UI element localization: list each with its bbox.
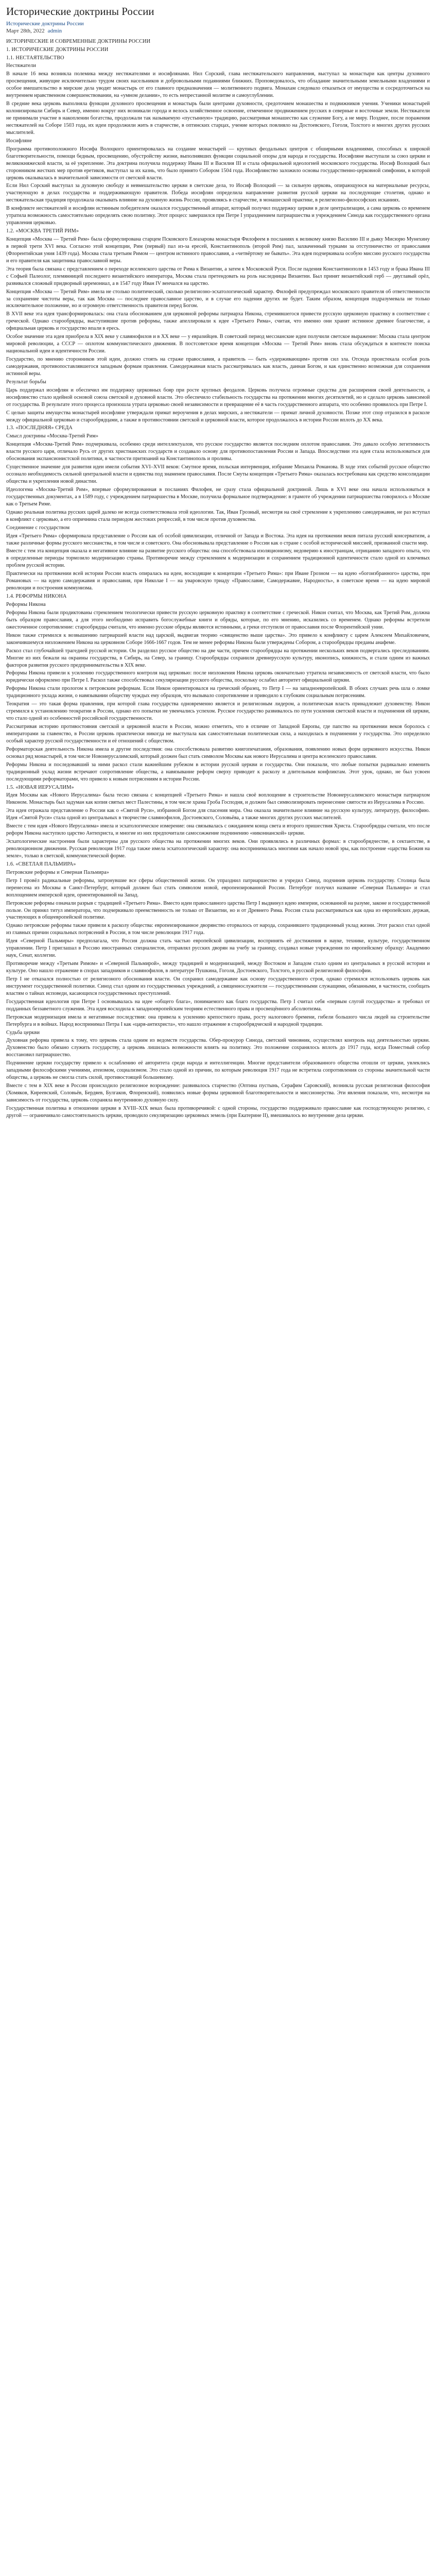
paragraph: Если Нил Сорский выступал за духовную свободу и невмешательство церкви в светские дела, то Иосиф Волоцкий — за сильную церковь, опирающуюся на материальные ресурсы, участвующую в делах государства и поддерживающую правителя. Победа иосифлян определила направление развития русской церкви на последующие столетия, однако и нестяжательская традиция продолжала оказывать влияние на духовную жизнь России, проявляясь в старчестве, в монашеской практике, в религиозно-философских исканиях. (6, 183, 430, 204)
post-category-line (6, 21, 430, 28)
paragraph: Противоречие между «Третьим Римом» и «Северной Пальмирой», между традицией и модернизацией, между Востоком и Западом стало одним из центральных в русской истории и культуре. Оно нашло отражение в спорах западников и славянофилов, в литературе Пушкина, Гоголя, Достоевского, Толстого, в русской религиозной философии. (6, 961, 430, 974)
paragraph: Вместе с тем эта концепция оказала и негативное влияние на развитие русского общества: она способствовала изоляционизму, недоверию к иностранцам, отрицанию западного опыта, что в определенные периоды тормозило модернизацию страны. Противоречие между стремлением к модернизации и сохранением традиционной идентичности стало одной из ключевых проблем русской истории. (6, 548, 430, 569)
paragraph: Реформаторская деятельность Никона имела и другие последствия: она способствовала развитию книгопечатания, образования, появлению новых форм церковного искусства. Никон основал ряд монастырей, в том числе Новоиерусалимский, который должен был стать символом Москвы как нового Иерусалима и центра вселенского православия. (6, 746, 430, 759)
paragraph: Государство, по мнению сторонников этой идеи, должно стоять на страже православия, а правитель — быть «удерживающим» против сил зла. Отсюда проистекала особая роль самодержавия, противопоставлявшегося западным формам правления. Самодержавная власть рассматривалась как власть, данная Богом, и как единственно возможная для сохранения истинной веры. (6, 357, 430, 377)
paragraph: Петр I провёл радикальные реформы, затронувшие все сферы общественной жизни. Он упразднил патриаршество и учредил Синод, подчинив церковь государству. Столица была перенесена из Москвы в Санкт-Петербург, который должен был стать символом новой, европеизированной России. Петербург получил название «Северная Пальмира» и стал воплощением имперской идеи, ориентированной на Запад. (6, 877, 430, 898)
paragraph: В начале 16 века возникла полемика между нестяжателями и иосифлянами. Нил Сорский, глава нестяжательского направления, выступал за монастыри как центры духовного просвещения, живущие исключительно трудом своих насельников и добровольными подаяниями ближних. Проповедовалось, что обладание значительными земельными владениями и особое вмешательство в мирские дела уводят монастырь от его главного предназначения — молитвенного подвига. Монахам следовало отказаться от имущества и сосредоточиться на внутреннем нравственном совершенствовании, на «умном делании», то есть непрестанной молитве и самоуглублении. (6, 71, 430, 99)
paragraph: Идея «Северной Пальмиры» предполагала, что Россия должна стать частью европейской цивилизации, воспринять её достижения в науке, технике, культуре, государственном управлении. Петр I приглашал в Россию иностранных специалистов, отправлял русских дворян на учебу за границу, создавал новые учреждения по европейскому образцу: Академию наук, Сенат, коллегии. (6, 938, 430, 959)
section-heading: Нестяжатели (6, 63, 36, 69)
paragraph: Подчинение церкви государству привело к ослаблению её авторитета среди народа и интеллигенции. Многие представители образованного общества отошли от церкви, увлеклись западными философскими учениями, атеизмом, социализмом. Это стало одной из причин, по которым революция 1917 года не встретила сопротивления со стороны значительной части общества, а церковь не смогла стать силой, противостоящей большевизму. (6, 1060, 430, 1081)
paragraph: Духовная реформа привела к тому, что церковь стала одним из ведомств государства. Обер-прокурор Синода, светский чиновник, осуществлял контроль над деятельностью церкви. Духовенство было обязано служить государству, а церковь лишилась возможности влиять на политику. Это положение сохранялось вплоть до 1917 года, когда Поместный собор восстановил патриаршество. (6, 1038, 430, 1058)
section-heading: Результат борьбы (6, 379, 46, 385)
paragraph: Реформы Никона были продиктованы стремлением теологически привести русскую церковную практику в соответствие с греческой. Никон считал, что Москва, как Третий Рим, должна быть образцом православия, а для этого необходимо исправить богослужебные книги и обряды, которые, по его мнению, исказились со временем. Однако реформы встретили ожесточенное сопротивление: старообрядцы считали, что именно русские обряды являются истинными, а греки отступили от православия после Флорентийской унии. (6, 609, 430, 630)
section-heading: 1.3. «ПОСЛЕДНЯЯ» СРЕДА (6, 425, 73, 431)
paragraph: Существенное значение для развития идеи имели события XVI–XVII веков: Смутное время, польская интервенция, избрание Михаила Романова. В ходе этих событий русское общество осознало необходимость сильной центральной власти и единства под знаменем православия. После Смуты концепция «Третьего Рима» оказалась востребована как средство консолидации общества и укрепления новой династии. (6, 464, 430, 485)
paragraph: В средние века церковь выполняла функции духовного просвещения и монастырь были центрами духовности, средоточием монашества и подвижников учения. Ученики монастырей колонизировали Сибирь и Север, именно вокруг них возникали города и велось хозяйственное освоение, отмеченное продвижением русских в северные и восточные земли. Нестяжатели не принимали участие в накоплении богатства, продолжали так называемую «пустынную» традицию, рассматривая монашество как служение Богу, а не миру. Позднее, после поражения нестяжателей на Соборе 1503 года, их идеи продолжили жить в старчестве, в оптинских старцах, учение которых повлияло на Достоевского, Гоголя, Толстого и многих других русских мыслителей. (6, 101, 430, 135)
section-heading: 1.6. «СВЕТЛАЯ ПАЛЬМИРА» (6, 861, 76, 867)
section-heading: 1.2. «МОСКВА ТРЕТИЙ РИМ» (6, 228, 79, 234)
paragraph: Петр I не отказался полностью от религиозного обоснования власти. Он сохранил самодержавие как основу государственного строя, однако стремился использовать церковь как инструмент государственной политики. Синод стал одним из государственных учреждений, а священнослужители — государственными служащими, обязанными, в частности, сообщать властям о тайнах исповеди, касающихся государственных преступлений. (6, 976, 430, 996)
paragraph: Идея Москвы как «Нового Иерусалима» была тесно связана с концепцией «Третьего Рима» и нашла своё воплощение в строительстве Новоиерусалимского монастыря патриархом Никоном. Монастырь был задуман как копия святых мест Палестины, в том числе храма Гроба Господня, и должен был символизировать перенесение святости из Иерусалима в Россию. (6, 792, 430, 806)
paragraph: Царь поддержал иосифлян и обеспечил им поддержку церковных бояр при росте крупных феодалов. Церковь получила огромные средства для расширения своей деятельности, а иосифлянство стало идейной основой союза светской и духовной власти. Это обеспечило стабильность государства на протяжении многих десятилетий, но и сделало церковь зависимой от государства. В результате этого процесса произошла утрата церковью своей независимости и превращение её в часть государственного аппарата, что особенно проявилось при Петре I. (6, 387, 430, 408)
paragraph: Программа противоположного Иосифа Волоцкого ориентировалась на создание монастырей — крупных феодальных центров с обширными владениями, способных к широкой благотворительности, помощи бедным, просвещению, обустройству жизни, выполнявших функции социальной опоры для народа и государства. Иосифляне выступали за союз церкви и великокняжеской власти, за её укрепление. Эта доктрина получила поддержку Ивана III и Василия III и стала официальной идеологией московского государства. Иосиф Волоцкий был сторонником жестких мер против еретиков, выступал за их казнь, что было принято Собором 1504 года. Иосифлянство заложило основы государственно-церковной симфонии, в которой церковь оказывалась в значительной зависимости от светской власти. (6, 146, 430, 181)
paragraph: Реформы Никона и последовавший за ними раскол стали важнейшим рубежом в истории русской церкви и государства. Они показали, что любые попытки радикально изменить традиционный уклад жизни встречают сопротивление общества, а навязывание реформ сверху приводит к расколу и длительным конфликтам. Этот урок, однако, не был усвоен последующими реформаторами, что привело к новым потрясениям в истории России. (6, 761, 430, 782)
paragraph: Концепция «Москва — Третий Рим» имела не столько политический, сколько религиозно-эсхатологический характер. Филофей предупреждал московского правителя об ответственности за сохранение чистоты веры, так как Москва — последнее православное царство, и в случае его падения других не будет. Таким образом, концепция подразумевала не только исключительное положение, но и огромную ответственность правителя перед Богом. (6, 289, 430, 309)
paragraph: Вместе с тем идея «Нового Иерусалима» имела и эсхатологическое измерение: она связывалась с ожиданием конца света и второго пришествия Христа. Старообрядцы считали, что после реформ Никона наступило царство Антихриста, и многие из них предпочитали самосожжение подчинению «никонианской» церкви. (6, 823, 430, 837)
paragraph: Рассматривая историю противостояния светской и церковной власти в России, можно отметить, что в отличие от Западной Европы, где папство на протяжении веков боролось с императорами за главенство, в России церковь практически никогда не выступала как самостоятельная политическая сила, а находилась в подчинении у государства. Это определило особый характер русской государственности и её отношений с обществом. (6, 724, 430, 744)
section-heading: Реформы Никона (6, 602, 46, 608)
paragraph: Петровские реформы означали разрыв с традицией «Третьего Рима». Вместо идеи православного царства Петр I выдвинул идею империи, основанной на разуме, законе и государственной пользе. Он принял титул императора, что подчеркивало преемственность не только от Византии, но и от Древнего Рима. Россия стала рассматриваться как одна из европейских держав, участвующих в общеевропейской политике. (6, 900, 430, 921)
paragraph: Эта идея отражала представление о России как о «Святой Руси», избранной Богом для спасения мира. Она оказала значительное влияние на русскую культуру, литературу, философию. Идея «Святой Руси» стала одной из центральных в творчестве славянофилов, Достоевского, Соловьёва, а также многих других русских мыслителей. (6, 808, 430, 821)
paragraph: Государственная политика в отношении церкви в XVIII–XIX веках была противоречивой: с одной стороны, государство поддерживало православие как господствующую религию, с другой — ограничивало самостоятельность церкви, проводило секуляризацию церковных земель (при Екатерине II), вмешивалось во внутренние дела церкви. (6, 1105, 430, 1118)
section-heading: Судьба церкви (6, 1029, 40, 1036)
post-meta (6, 28, 430, 35)
paragraph: Теократия — это такая форма правления, при которой глава государства одновременно является и религиозным лидером, а политическая власть принадлежит духовенству. Никон стремился к установлению теократии в России, однако его попытки не увенчались успехом. Русское государство развивалось по пути усиления светской власти и подчинения ей церкви, что стало одной из особенностей российской государственности. (6, 701, 430, 722)
paragraph: Однако петровские реформы также привели к расколу общества: европеизированное дворянство оторвалось от народа, сохранившего традиционный уклад жизни. Этот раскол стал одной из главных причин социальных потрясений в России, в том числе революции 1917 года. (6, 923, 430, 936)
section-heading: ИСТОРИЧЕСКИЕ И СОВРЕМЕННЫЕ ДОКТРИНЫ РОССИИ (6, 38, 151, 44)
section-heading: 1.5. «НОВАЯ ИЕРУСАЛИМ» (6, 784, 74, 790)
paragraph: Идея «Третьего Рима» сформировала представление о России как об особой цивилизации, отличной от Запада и Востока. Эта идея на протяжении веков питала русский консерватизм, а также различные формы русского мессианства, в том числе и советского. Она обосновывала представление о России как о стране с особой исторической миссией, призванной спасти мир. (6, 533, 430, 546)
paragraph: Раскол стал глубочайшей трагедией русской истории. Он разделил русское общество на две части, причем старообрядцы на протяжении нескольких веков подвергались преследованиям. Многие из них бежали на окраины государства, в Сибирь, на Север, за границу. Старообрядцы сохранили древнерусскую культуру, иконопись, книжность, и стали одним из важных факторов развития русского предпринимательства в XIX веке. (6, 648, 430, 668)
section-heading: 1. ИСТОРИЧЕСКИЕ ДОКТРИНЫ РОССИИ (6, 46, 109, 53)
article-body (6, 38, 430, 1120)
post-author-link[interactable]: admin (47, 27, 62, 34)
post-title: Исторические доктрины России (6, 5, 154, 18)
paragraph: Государственная идеология при Петре I основывалась на идее «общего блага», понимаемого как благо государства. Петр I считал себя «первым слугой государства» и требовал от подданных беззаветного служения. Эта идея восходила к западноевропейским теориям естественного права и просвещённого абсолютизма. (6, 998, 430, 1012)
section-heading: Петровские реформы и Северная Пальмира» (6, 869, 110, 875)
paragraph: Петровская модернизация имела и негативные последствия: она привела к усилению крепостного права, росту налогового бремени, гибели большого числа людей на строительстве Петербурга и в войнах. Народ воспринимал Петра I как «царя-антихриста», что нашло отражение в старообрядческой и народной традиции. (6, 1014, 430, 1027)
section-heading: Иосифляне (6, 138, 32, 144)
post-category-link[interactable]: Исторические доктрины России (6, 21, 84, 27)
paragraph: Идеологема «Москва-Третий Рим», впервые сформулированная в посланиях Филофея, не сразу стала официальной доктриной. Лишь в XVI веке она начала использоваться в государственных документах, а в 1589 году, с учреждением патриаршества в Москве, получила формальное подтверждение: в грамоте об учреждении патриаршества говорилось о Москве как о Третьем Риме. (6, 486, 430, 507)
paragraph: Практически на протяжении всей истории России власть опиралась на идеи, восходящие к концепции «Третьего Рима»: при Иване Грозном — на идею «богоизбранного» царства, при Романовых — на идею самодержавия и православия, при Николае I — на уваровскую триаду «Православие, Самодержавие, Народность», в советское время — на идею мировой революции и построения коммунизма. (6, 571, 430, 591)
paragraph: Концепция «Москва-Третий Рим» подчеркивала, особенно среди интеллектуалов, что русское государство является последним оплотом православия. Это давало особую легитимность власти русского царя, отличало Русь от других христианских государств и создавало основу для противопоставления России и Запада. Впоследствии эта идея стала использоваться для обоснования экспансионистской политики, в частности притязаний на Константинополь и проливы. (6, 442, 430, 462)
section-heading: Соединение с государством (6, 524, 70, 531)
post-date: Март 28th, 2022 (6, 27, 45, 34)
paragraph: С целью защиты имущества монастырей иосифляне утверждали примат вероучения в делах мирских, а нестяжатели — примат личной духовности. Позже этот спор отразился в расколе между официальной церковью и старообрядцами, а также в противостоянии светской и церковной власти, которое продолжалось в истории России вплоть до XX века. (6, 410, 430, 423)
paragraph: Реформы Никона стали прологом к петровским реформам. Если Никон ориентировался на греческий образец, то Петр I — на западноевропейский. В обоих случаях речь шла о ломке традиционного уклада жизни, о навязывании обществу чуждых ему образцов, что вызывало сопротивление и приводило к глубоким социальным потрясениям. (6, 686, 430, 699)
paragraph: В XVII веке эта идея трансформировалась: она стала обоснованием для церковной реформы патриарха Никона, стремившегося привести русскую церковную практику в соответствие с греческой. Однако старообрядцы, выступившие против реформы, также апеллировали к идее «Третьего Рима», считая, что именно они хранят истинное древнее благочестие, а официальная церковь и государство впали в ересь. (6, 311, 430, 332)
paragraph: Вместе с тем в XIX веке в России происходило религиозное возрождение: развивалось старчество (Оптина пустынь, Серафим Саровский), возникла русская религиозная философия (Хомяков, Киреевский, Соловьёв, Бердяев, Булгаков, Флоренский), появились новые формы церковной благотворительности и миссионерства. Эти явления показали, что, несмотря на зависимость от государства, церковь сохраняла внутреннюю духовную силу. (6, 1083, 430, 1103)
paragraph: Эсхатологические настроения были характерны для русского общества на протяжении многих веков. Они проявлялись в различных формах: в старообрядчестве, в сектантстве, в революционном движении. Русская революция 1917 года также имела эсхатологический характер: она воспринималась многими как начало новой эры, как построение «царства Божия на земле», только в светской, коммунистической форме. (6, 839, 430, 859)
paragraph: Концепция «Москва — Третий Рим» была сформулирована старцем Псковского Елеазарова монастыря Филофеем в посланиях к великому князю Василию III и дьяку Мисюрю Мунехину в первой трети XVI века. Согласно этой концепции, Рим (первый) пал из-за ересей, Константинополь (второй Рим) пал, захваченный турками за отступничество от православия (Флорентийская уния 1439 года). Москва стала третьим Римом — центром истинного православия, а «четвёртому не бывать». Эта идея подчеркивала особую миссию русского государства и его правителя как защитника православной веры. (6, 236, 430, 264)
paragraph: Эта теория была связана с представлением о переходе вселенского царства от Рима к Византии, а затем к Московской Руси. После падения Константинополя в 1453 году и брака Ивана III с Софьей Палеолог, племянницей последнего византийского императора, Москва стала претендовать на роль наследницы Византии. Был принят византийский герб — двуглавый орёл, развивался сложный придворный церемониал, а в 1547 году Иван IV венчался на царство. (6, 266, 430, 286)
paragraph: Особое значение эта идея приобрела в XIX веке у славянофилов и в XX веке — у евразийцев. В советский период мессианские идеи получили светское выражение: Москва стала центром мировой революции, а СССР — оплотом коммунистического движения. В постсоветское время концепция «Москва — Третий Рим» вновь стала обсуждаться в контексте поиска национальной идеи и идентичности России. (6, 334, 430, 354)
paragraph: Никон также стремился к возвышению патриаршей власти над царской, выдвигая теорию «священство выше царства». Это привело к конфликту с царем Алексеем Михайловичем, закончившемуся низложением Никона на церковном Соборе 1666-1667 годов. Тем не менее реформы Никона были утверждены Собором, а старообрядцы преданы анафеме. (6, 632, 430, 646)
paragraph: В конфликте нестяжателей и иосифлян истинным победителем оказался государственный аппарат, который получил поддержку церкви в деле централизации, а сама церковь со временем утратила возможность самостоятельно определять свою политику. Этот процесс завершился при Петре I упразднением патриаршества и учреждением Синода как государственного органа управления церковью. (6, 206, 430, 226)
section-heading: 1.1. НЕСТАЯТЕЛЬСТВО (6, 55, 64, 61)
paragraph: Реформы Никона привели к усилению государственного контроля над церковью: после низложения Никона церковь окончательно утратила независимость от светской власти, что было юридически оформлено при Петре I. Раскол также способствовал секуляризации русского общества, поскольку ослабил авторитет официальной церкви. (6, 670, 430, 684)
paragraph: Однако реальная политика русских царей далеко не всегда соответствовала этой идеологии. Так, Иван Грозный, несмотря на своё стремление к укреплению самодержавия, не раз вступал в конфликт с церковью, а его опричнина стала периодом жестоких репрессий, в том числе против духовенства. (6, 509, 430, 522)
section-heading: 1.4. РЕФОРМЫ НИКОНА (6, 594, 67, 600)
section-heading: Смысл доктрины «Москва-Третий Рим» (6, 433, 99, 439)
